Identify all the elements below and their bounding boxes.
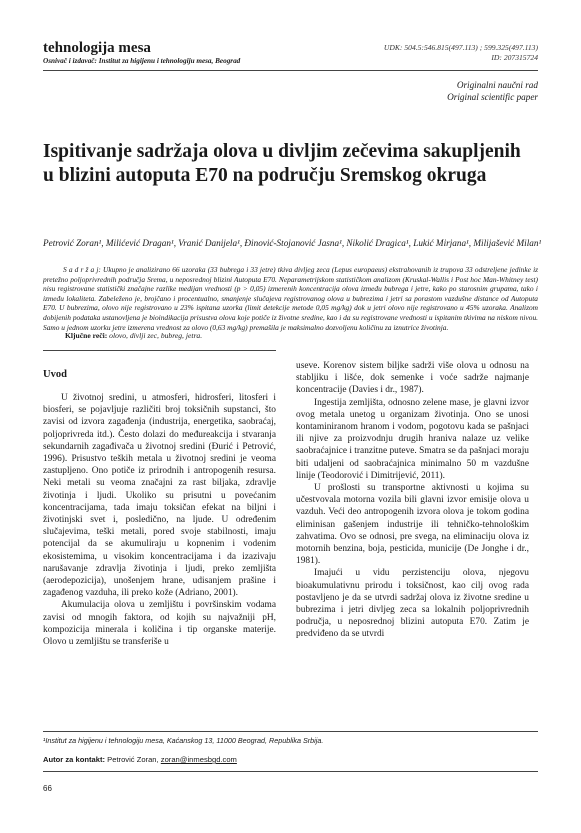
udk-block — [384, 43, 538, 63]
affiliation-footnote: ¹Institut za higijenu i tehnologiju mesa, Kaćanskog 13, 11000 Beograd, Republika Srbija. — [43, 736, 324, 745]
body-column-left — [43, 392, 276, 648]
contact-label: Autor za kontakt: — [43, 755, 106, 764]
paper-type-en: Original scientific paper — [447, 92, 538, 102]
page-number: 66 — [43, 784, 52, 793]
keywords — [65, 331, 202, 340]
journal-title: tehnologija mesa — [43, 40, 151, 56]
section-heading-intro: Uvod — [43, 369, 67, 380]
footer-divider — [43, 771, 538, 772]
contact-email-link[interactable]: zoran@inmesbgd.com — [160, 755, 237, 764]
paragraph: Akumulacija olova u zemljištu i površinskim vodama zavisi od mnogih faktora, od kojih su najvažniji pH, kompozicija minerala i količina i tip organske materije. Olovo u zemljištu se transferiše u — [43, 600, 276, 648]
paragraph: Ingestija zemljišta, odnosno zelene mase, je glavni izvor ovog metala unetog u organizam životinja. Ono se unosi kontaminiranom hranom i vodom, pogotovu kada se pašnjaci ili njive za proizvodnju drugih hraniva nalaze uz velike saobraćajnice i tranzitne puteve. Smatra se da pašnjaci moraju biti udaljeni od saobraćajnica minimalno 50 m vazdušne linije (Teodorović i Dimitrijević, 2011). — [296, 397, 529, 481]
paragraph: U životnoj sredini, u atmosferi, hidrosferi, litosferi i biosferi, se pojavljuje različiti broj toksičnih supstanci, što zavisi od izvora zagađenja (industrija, energetika, saobraćaj, poljoprivreda itd.). Često dolazi do međureakcija i stvaranja sekundarnih zagađivača u životnoj sredini (Đurić i Petrović, 1996). Prisustvo teških metala u životnoj sredini je veoma zastupljeno. Ono potiče iz prirodnih i antropogenih resursa. Neki metali su veoma značajni za rast biljaka, zdravlje životinja i ljudi. Ukoliko su prisutni u povećanim koncentracijama, tada imaju toksičan efekat na biljni i životinjski svet i, posledično, na ljude. U određenim slučajevima, teški metali, pored svoje stabilnosti, imaju potencijal da se akumuliraju u kopnenim i vodenim ekosistemima, u visokim koncentracijama i da izazivaju narušavanje zdravlja životinja i ljudi, preko zemljišta (aerodepozicija), unošenjem hrane, udisanjem prašine i zagađenog vazduha, ili preko kože (Adriano, 2001). — [43, 393, 276, 599]
publisher-line: Osnivač i izdavač: Institut za higijenu i tehnologiju mesa, Beograd — [43, 57, 241, 65]
abstract-divider — [43, 350, 276, 351]
keywords-text: olovo, divlji zec, bubreg, jetra. — [109, 331, 203, 340]
paper-type — [447, 79, 538, 103]
header-divider — [43, 70, 538, 71]
document-id: ID: 207315724 — [491, 53, 538, 62]
contact-name: Petrović Zoran, — [107, 755, 159, 764]
paper-type-sr: Originalni naučni rad — [456, 80, 538, 90]
keywords-label: Ključne reči: — [65, 331, 108, 340]
body-column-right — [296, 360, 529, 641]
abstract: S a d r ž a j: Ukupno je analizirano 66 uzoraka (33 bubrega i 33 jetre) tkiva divljeg zeca (Lepus europaeus) ekstrahovanih iz trupova 33 odstreljene jedinke iz pretežno poljoprivrednih područja Srema, u neposrednoj blizini Autoputa E70. Neparametrijskom statističkom analizom (Kruskal-Wallis i Post hoc Man-Whitney test) nisu registrovane statistički značajne razlike medijan vrednosti (p > 0,05) izmerenih koncentracija olova između bubrega i jetre, kako po starosnim grupama, tako i između lokaliteta. Zabeleženo je, brojčano i procentualno, smanjenje slučajeva registrovanog olova u bubrezima i jetri sa porastom vazdušne distance od Autoputa E70. U bubrezima, olovo nije registrovano u 23% ispitana uzorka (limit detekcije metode 0,05 mg/kg) dok u jetri olovo nije registrovano u 45% uzoraka. Analizom dobijenih podataka ustanovljena je bioindikacija prisustva olova koje potiče iz životne sredine, kao i da su registrovane vrednosti u ispitanim tkivima na niskom nivou. Samo u jednom uzorku jetre izmerena vrednost za olovo (0,63 mg/kg) premašila je maksimalno dozvoljenu količinu za iznutrice životinja. — [43, 265, 538, 332]
footnote-divider — [43, 731, 538, 732]
paragraph: Imajući u vidu perzistenciju olova, njegovu bioakumulativnu prirodu i toksičnost, kao cilj ovog rada postavljeno je da se utvrdi sadržaj olova iz životne sredine u bubrezima i jetri divljeg zeca sa lokalnih poljoprivrednih područja, u neposrednoj blizini autoputa E70. Zatim je predviđeno da se utvrdi — [296, 568, 529, 640]
contact-line — [43, 755, 237, 764]
author-list: Petrović Zoran¹, Milićević Dragan¹, Vranić Danijela¹, Đinović-Stojanović Jasna¹, Nikolić Dragica¹, Lukić Mirjana¹, Milijašević Milan¹ — [43, 238, 542, 248]
paragraph: U prošlosti su transportne aktivnosti u kojima su učestvovala motorna vozila bili glavni izvor emisije olova u vazduh. Veći deo antropogenih izvora olova je tokom godina eliminisan gašenjem industrije ili tehničko-tehnološkim zahvatima. Ovo se odnosi, pre svega, na eliminaciju olova iz motornih benzina, boja, pesticida, municije (De Jonghe i dr., 1981). — [296, 483, 529, 567]
udk-code: UDK: 504.5:546.815(497.113) ; 599.325(497.113) — [383, 43, 538, 52]
paper-title: Ispitivanje sadržaja olova u divljim zečevima sakupljenih u blizini autoputa E70 na području Sremskog okruga — [43, 141, 521, 186]
paragraph: useve. Korenov sistem biljke sadrži više olova u odnosu na stabljiku i lišće, dok semenke i voće sadrže najmanje koncentracije (Davies i dr., 1987). — [296, 361, 529, 396]
